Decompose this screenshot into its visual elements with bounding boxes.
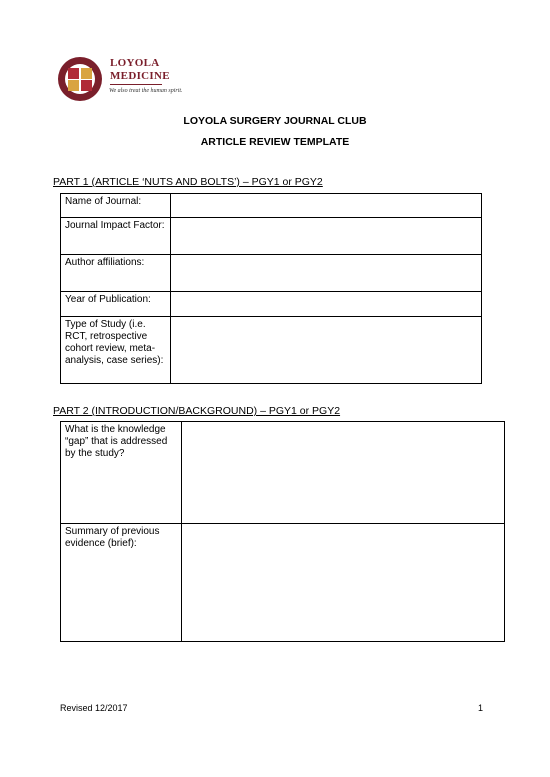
table-row bbox=[61, 218, 482, 255]
row-label: Journal Impact Factor: bbox=[61, 218, 171, 255]
logo-divider bbox=[110, 84, 162, 85]
row-label: What is the knowledge “gap” that is addressed by the study? bbox=[61, 422, 182, 524]
table-row bbox=[61, 422, 505, 524]
document-title: LOYOLA SURGERY JOURNAL CLUB bbox=[183, 115, 367, 127]
logo-line1: LOYOLA bbox=[110, 57, 160, 69]
journal-name-field[interactable] bbox=[171, 194, 482, 218]
author-affiliations-field[interactable] bbox=[171, 255, 482, 292]
revision-date: Revised 12/2017 bbox=[60, 703, 128, 713]
impact-factor-field[interactable] bbox=[171, 218, 482, 255]
previous-evidence-field[interactable] bbox=[182, 524, 505, 642]
publication-year-field[interactable] bbox=[171, 292, 482, 317]
page-number: 1 bbox=[478, 703, 484, 713]
logo-line2: MEDICINE bbox=[110, 70, 170, 82]
study-type-field[interactable] bbox=[171, 317, 482, 384]
part2-heading: PART 2 (INTRODUCTION/BACKGROUND) – PGY1 or PGY2 bbox=[53, 405, 341, 417]
table-row bbox=[61, 255, 482, 292]
document-subtitle: ARTICLE REVIEW TEMPLATE bbox=[200, 136, 350, 148]
row-label: Type of Study (i.e. RCT, retrospective cohort review, meta-analysis, case series): bbox=[61, 317, 171, 384]
row-label: Summary of previous evidence (brief): bbox=[61, 524, 182, 642]
row-label: Year of Publication: bbox=[61, 292, 171, 317]
row-label: Name of Journal: bbox=[61, 194, 171, 218]
table-row bbox=[61, 194, 482, 218]
knowledge-gap-field[interactable] bbox=[182, 422, 505, 524]
logo-tagline: We also treat the human spirit. bbox=[109, 88, 183, 94]
part2-table bbox=[60, 421, 505, 642]
table-row bbox=[61, 292, 482, 317]
part1-table bbox=[60, 193, 482, 384]
table-row bbox=[61, 524, 505, 642]
table-row bbox=[61, 317, 482, 384]
part1-heading: PART 1 (ARTICLE ‘NUTS AND BOLTS’) – PGY1 or PGY2 bbox=[53, 176, 323, 188]
row-label: Author affiliations: bbox=[61, 255, 171, 292]
loyola-seal-icon bbox=[53, 55, 109, 105]
